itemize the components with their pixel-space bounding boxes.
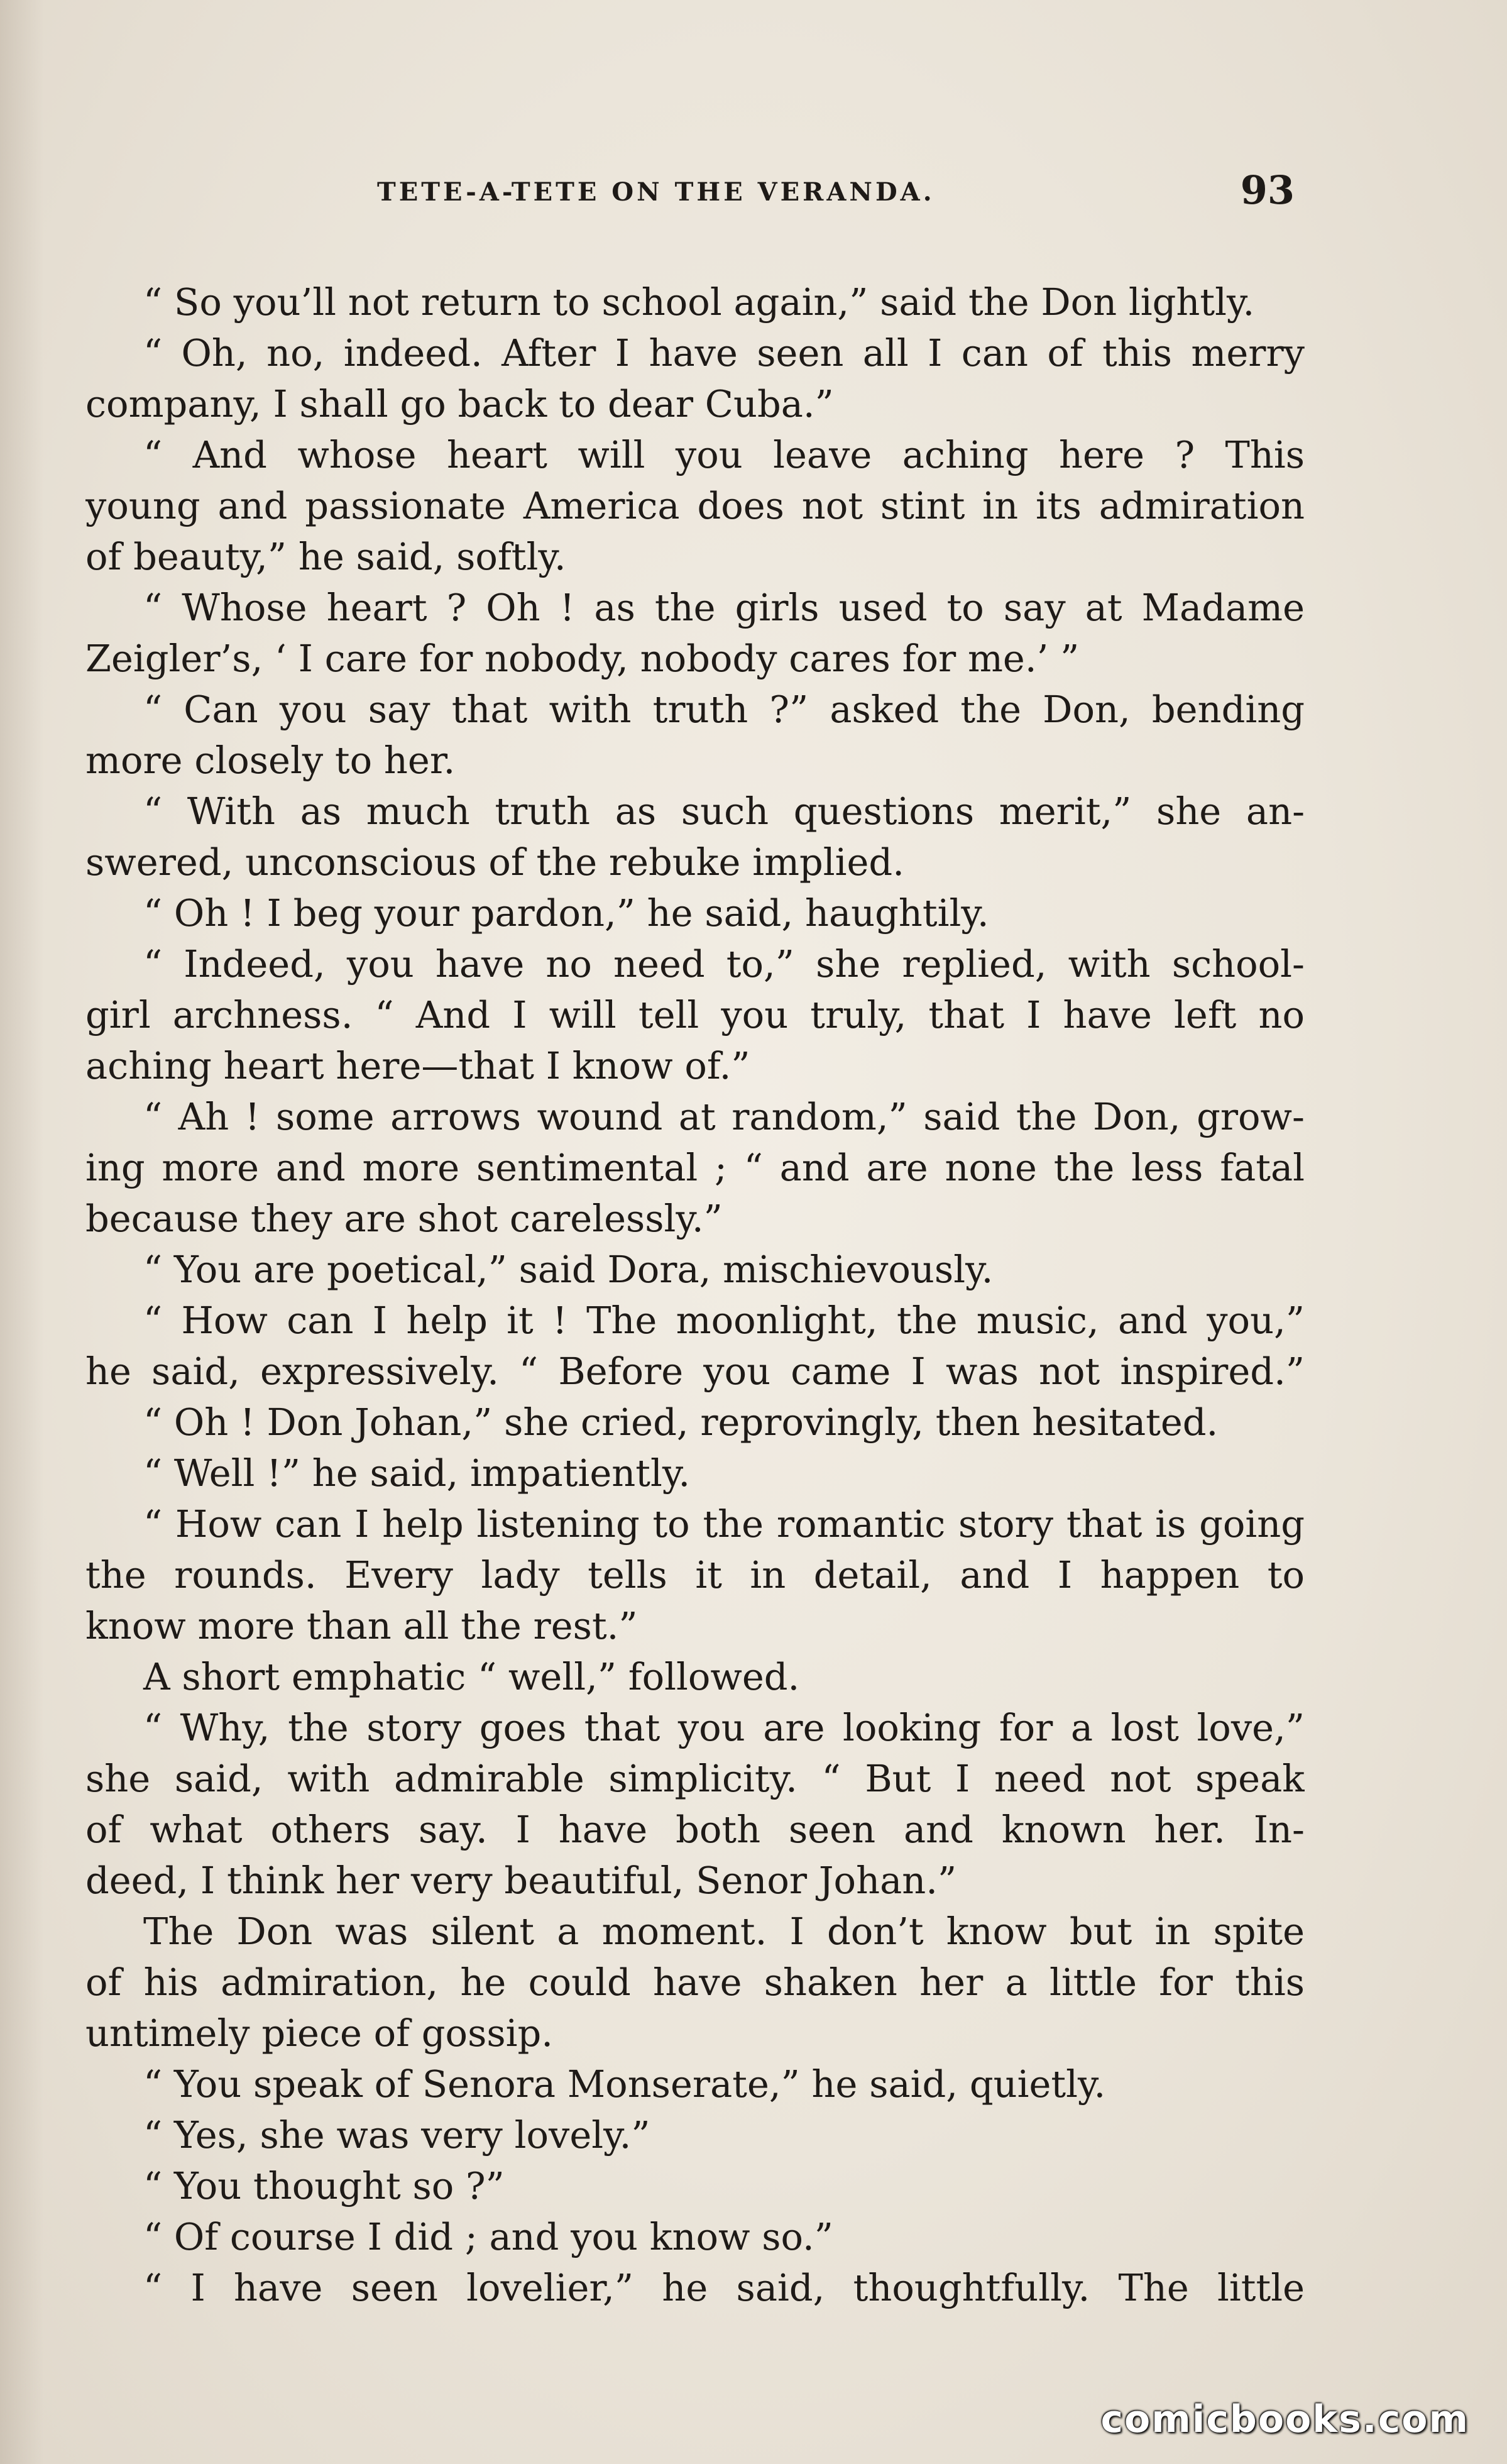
text-line: aching heart here—that I know of.”	[85, 1044, 750, 1087]
watermark: comicbooks.com	[1100, 2397, 1469, 2441]
spine-shadow	[0, 0, 44, 2464]
text-line: “ With as much truth as such questions merit,” she an-	[143, 789, 1305, 833]
text-line: because they are shot carelessly.”	[85, 1197, 723, 1240]
text-line: “ Oh, no, indeed. After I have seen all I can of this merry	[143, 331, 1305, 375]
text-line: “ Whose heart ? Oh ! as the girls used to say at Madame	[143, 586, 1305, 629]
text-line: girl archness. “ And I will tell you truly, that I have left no	[85, 993, 1305, 1037]
text-line: “ Can you say that with truth ?” asked the Don, bending	[143, 688, 1305, 731]
text-line: more closely to her.	[85, 739, 456, 782]
text-line: untimely piece of gossip.	[85, 2011, 554, 2055]
text-line: “ I have seen lovelier,” he said, thoughtfully. The little	[143, 2266, 1305, 2309]
text-line: company, I shall go back to dear Cuba.”	[85, 382, 834, 426]
text-line: he said, expressively. “ Before you came I was not inspired.”	[85, 1350, 1305, 1393]
page-number: 93	[1240, 167, 1295, 213]
text-line: the rounds. Every lady tells it in detail, and I happen to	[85, 1553, 1305, 1597]
text-line: Zeigler’s, ‘ I care for nobody, nobody cares for me.’ ”	[85, 637, 1080, 680]
text-line: of what others say. I have both seen and known her. In-	[85, 1808, 1305, 1851]
text-line: “ You are poetical,” said Dora, mischievously.	[143, 1248, 994, 1291]
text-line: deed, I think her very beautiful, Senor Johan.”	[85, 1859, 957, 1902]
text-line: of his admiration, he could have shaken her a little for this	[85, 1961, 1305, 2004]
text-line: know more than all the rest.”	[85, 1604, 638, 1647]
text-line: “ Well !” he said, impatiently.	[143, 1451, 691, 1495]
text-line: “ Oh ! Don Johan,” she cried, reprovingly, then hesitated.	[143, 1400, 1219, 1444]
text-line: “ Of course I did ; and you know so.”	[143, 2215, 833, 2258]
text-line: ing more and more sentimental ; “ and are none the less fatal	[85, 1146, 1305, 1189]
text-line: “ You speak of Senora Monserate,” he said, quietly.	[143, 2062, 1106, 2106]
text-line: The Don was silent a moment. I don’t know but in spite	[143, 1910, 1305, 1953]
text-line: swered, unconscious of the rebuke implied.	[85, 840, 904, 884]
text-line: she said, with admirable simplicity. “ But I need not speak	[85, 1757, 1305, 1800]
text-line: “ How can I help it ! The moonlight, the music, and you,”	[143, 1299, 1305, 1342]
body-text	[85, 277, 1305, 2309]
text-line: “ Indeed, you have no need to,” she replied, with school-	[143, 942, 1305, 986]
text-line: “ Oh ! I beg your pardon,” he said, haughtily.	[143, 891, 989, 935]
text-line: “ How can I help listening to the romantic story that is going	[143, 1502, 1305, 1546]
text-line: “ Ah ! some arrows wound at random,” said the Don, grow-	[143, 1095, 1305, 1138]
text-line: “ Yes, she was very lovely.”	[143, 2113, 650, 2157]
text-line: of beauty,” he said, softly.	[85, 535, 566, 578]
text-line: “ You thought so ?”	[143, 2164, 505, 2208]
text-line: A short emphatic “ well,” followed.	[143, 1655, 800, 1698]
running-head: TETE-A-TETE ON THE VERANDA.	[377, 177, 935, 207]
text-line: “ And whose heart will you leave aching here ? This	[143, 433, 1305, 476]
text-line: “ Why, the story goes that you are looking for a lost love,”	[143, 1706, 1305, 1749]
text-line: “ So you’ll not return to school again,” said the Don lightly.	[143, 280, 1255, 324]
text-line: young and passionate America does not stint in its admiration	[85, 484, 1305, 527]
page-header	[377, 167, 1295, 217]
